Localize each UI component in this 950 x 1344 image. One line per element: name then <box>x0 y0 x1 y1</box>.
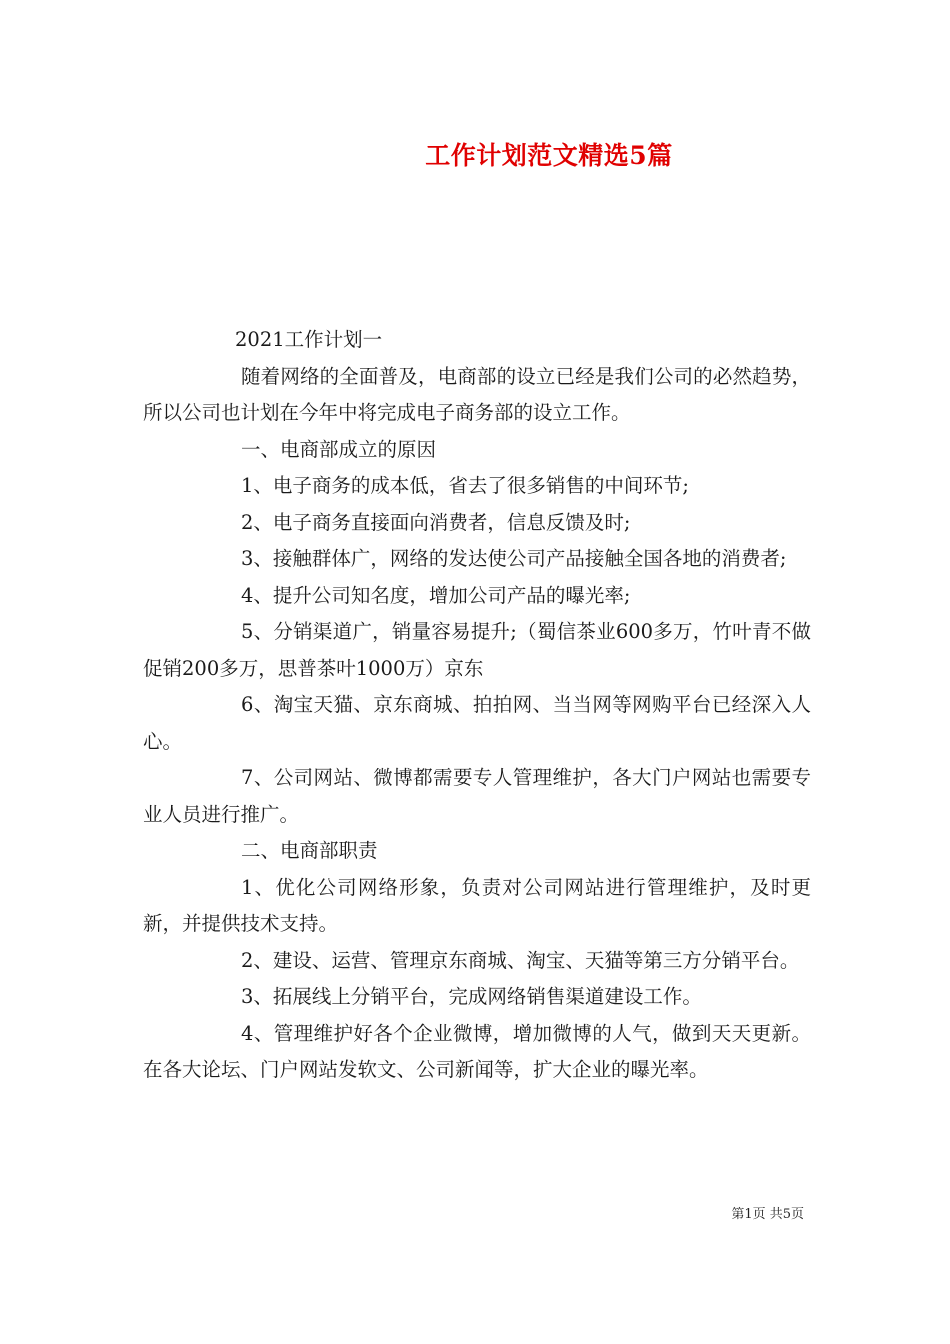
section-heading-plan-one: 2021工作计划一 <box>235 328 383 351</box>
list-item: 2、电子商务直接面向消费者，信息反馈及时; <box>241 510 631 534</box>
list-item: 2、建设、运营、管理京东商城、淘宝、天猫等第三方分销平台。 <box>241 948 800 972</box>
list-item: 1、电子商务的成本低，省去了很多销售的中间环节; <box>241 474 689 497</box>
list-item: 6、淘宝天猫、京东商城、拍拍网、当当网等网购平台已经深入人心。 <box>143 693 811 753</box>
section-heading-duties: 二、电商部职责 <box>241 839 378 862</box>
document-body <box>143 322 811 1089</box>
list-item: 3、拓展线上分销平台，完成网络销售渠道建设工作。 <box>241 985 702 1008</box>
list-item: 5、分销渠道广，销量容易提升;（蜀信茶业600多万，竹叶青不做促销200多万，思普茶叶1000万）京东 <box>143 620 811 680</box>
intro-paragraph: 随着网络的全面普及，电商部的设立已经是我们公司的必然趋势，所以公司也计划在今年中将完成电子商务部的设立工作。 <box>143 364 811 424</box>
list-item: 4、提升公司知名度，增加公司产品的曝光率; <box>241 583 631 607</box>
section-heading-reasons: 一、电商部成立的原因 <box>241 437 437 461</box>
list-item: 7、公司网站、微博都需要专人管理维护，各大门户网站也需要专业人员进行推广。 <box>143 766 811 826</box>
document-title: 工作计划范文精选5篇 <box>425 141 673 170</box>
list-item: 3、接触群体广，网络的发达使公司产品接触全国各地的消费者; <box>241 547 787 570</box>
page-number-footer: 第1页 共5页 <box>731 1207 804 1222</box>
list-item: 4、管理维护好各个企业微博，增加微博的人气，做到天天更新。在各大论坛、门户网站发软文、公司新闻等，扩大企业的曝光率。 <box>143 1021 811 1081</box>
list-item: 1、优化公司网络形象，负责对公司网站进行管理维护，及时更新，并提供技术支持。 <box>143 875 811 935</box>
